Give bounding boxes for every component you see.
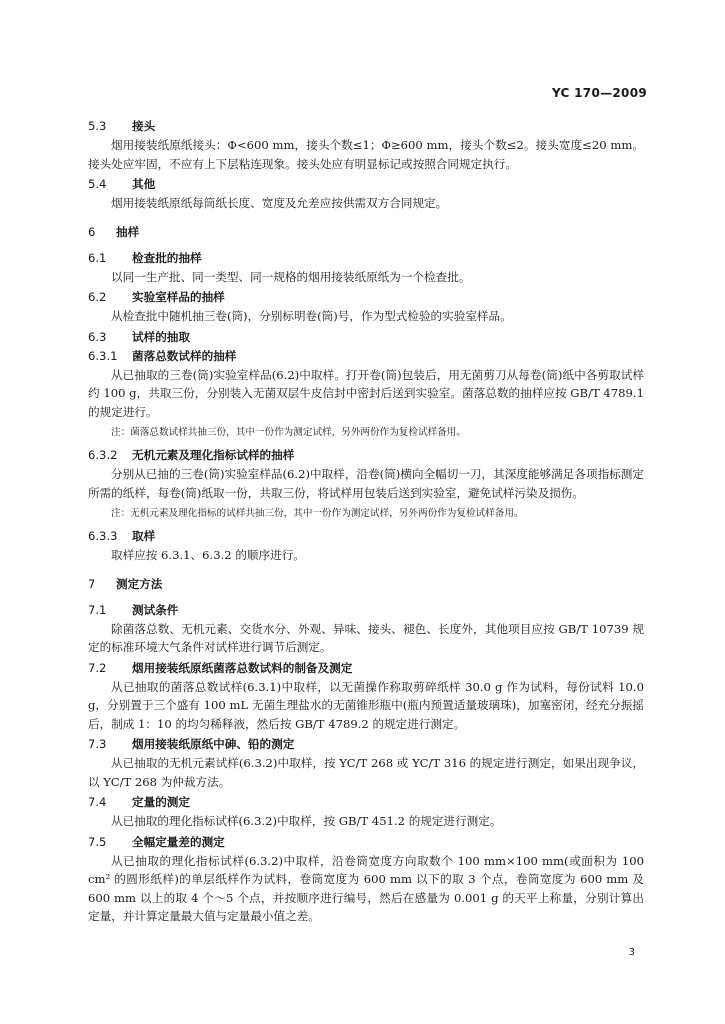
section-heading <box>88 735 644 753</box>
section-title: 菌落总数试样的抽样 <box>132 348 237 363</box>
paragraph: 从检查批中随机抽三卷(筒)，分别标明卷(筒)号，作为型式检验的实验室样品。 <box>111 309 512 323</box>
section-title: 烟用接装纸原纸菌落总数试料的制备及测定 <box>132 660 353 675</box>
section-heading <box>88 223 644 241</box>
section-number: 6.3.2 <box>88 448 118 462</box>
paragraph: 以同一生产批、同一类型、同一规格的烟用接装纸原纸为一个检查批。 <box>111 269 471 284</box>
section-title: 接头 <box>132 119 156 133</box>
section-heading <box>88 527 644 545</box>
section-number: 6.2 <box>88 290 107 304</box>
paragraph: 取样应按 6.3.1、6.3.2 的顺序进行。 <box>111 548 305 562</box>
standard-code: YC 170—2009 <box>552 86 647 100</box>
section-number: 7.1 <box>88 602 107 617</box>
section-title: 实验室样品的抽样 <box>132 290 225 304</box>
section-number: 7 <box>88 576 96 591</box>
paragraph: 从已抽取的理化指标试样(6.3.2)中取样，按 GB/T 451.2 的规定进行测定。 <box>111 814 502 828</box>
section-heading <box>88 175 644 193</box>
section-number: 6 <box>88 224 96 239</box>
paragraph: 分别从已抽的三卷(筒)实验室样品(6.2)中取样，沿卷(筒)横向全幅切一刀，其深度能够满足各项指标测定所需的纸样，每卷(筒)纸取一份，共取三份，将试样用包装后送到实验室，避免试样污染及损伤。 <box>88 467 644 500</box>
section-title: 试样的抽取 <box>132 329 190 344</box>
section-title: 测试条件 <box>132 602 179 617</box>
section-number: 6.3 <box>88 329 107 344</box>
section-number: 6.3.1 <box>88 348 118 363</box>
section-heading <box>88 347 644 365</box>
section-title: 定量的测定 <box>132 795 190 809</box>
section-heading <box>88 249 644 267</box>
section-heading <box>88 793 644 811</box>
section-number: 7.3 <box>88 737 107 751</box>
page-number: 3 <box>628 947 635 958</box>
section-heading <box>88 601 644 619</box>
paragraph: 除菌落总数、无机元素、交货水分、外观、异味、接头、褪色、长度外，其他项目应按 GB/T 10739 规定的标准环境大气条件对试样进行调节后测定。 <box>88 621 644 654</box>
section-title: 检查批的抽样 <box>132 250 202 265</box>
section-title: 抽样 <box>116 224 140 239</box>
section-number: 7.2 <box>88 660 107 675</box>
section-title: 无机元素及理化指标试样的抽样 <box>132 448 295 462</box>
section-title: 取样 <box>132 529 156 543</box>
section-heading <box>88 833 644 851</box>
section-number: 7.4 <box>88 795 107 809</box>
section-title: 其他 <box>132 177 156 191</box>
section-heading <box>88 288 644 306</box>
note-text: 注：无机元素及理化指标的试样共抽三份，其中一份作为测定试样，另外两份作为复检试样备用。 <box>111 508 524 519</box>
section-number: 5.4 <box>88 177 107 191</box>
paragraph: 从已抽取的理化指标试样(6.3.2)中取样，沿卷筒宽度方向取数个 100 mm×100 mm(或面积为 100 cm² 的圆形纸样)的单层纸样作为试料，卷筒宽度为 600 mm 以下的取 3 个点，卷筒宽度为 600 mm 及 600 mm 以上的取 4 个～5 个点，并按顺序进行编号，然后在感量为 0.001 g 的天平上称量，分别计算出定量，并计算定量最大值与定量最小值之差。 <box>88 853 644 923</box>
section-title: 烟用接装纸原纸中砷、铅的测定 <box>132 737 295 751</box>
paragraph: 烟用接装纸原纸接头：Φ<600 mm，接头个数≤1；Φ≥600 mm，接头个数≤2。接头宽度≤20 mm。接头处应牢固，不应有上下层粘连现象。接头处应有明显标记或按照合同规定执行。 <box>88 138 644 171</box>
section-heading <box>88 117 644 135</box>
section-number: 5.3 <box>88 119 107 133</box>
paragraph: 从已抽取的菌落总数试样(6.3.1)中取样，以无菌操作称取剪碎纸样 30.0 g 作为试料，每份试料 10.0 g，分别置于三个盛有 100 mL 无菌生理盐水的无菌锥形瓶中(瓶内预置适量玻璃珠)，加塞密闭，经充分振摇后，制成 1：10 的均匀稀释液，然后按 GB/T 4789.2 的规定进行测定。 <box>88 679 644 731</box>
section-heading <box>88 575 644 593</box>
section-number: 6.1 <box>88 250 107 265</box>
section-heading <box>88 446 644 464</box>
paragraph: 从已抽取的三卷(筒)实验室样品(6.2)中取样。打开卷(筒)包装后，用无菌剪刀从每卷(筒)纸中各剪取试样约 100 g，共取三份，分别装入无菌双层牛皮信封中密封后送到实验室。菌落总数的抽样应按 GB/T 4789.1 的规定进行。 <box>88 367 644 419</box>
section-title: 测定方法 <box>116 576 163 591</box>
document-body <box>88 116 644 928</box>
section-heading <box>88 659 644 677</box>
section-heading <box>88 328 644 346</box>
paragraph: 烟用接装纸原纸每筒纸长度、宽度及允差应按供需双方合同规定。 <box>111 196 448 210</box>
paragraph: 从已抽取的无机元素试样(6.3.2)中取样，按 YC/T 268 或 YC/T 316 的规定进行测定，如果出现争议，以 YC/T 268 为仲裁方法。 <box>88 756 644 789</box>
section-number: 6.3.3 <box>88 529 118 543</box>
section-number: 7.5 <box>88 834 107 849</box>
note-text: 注：菌落总数试样共抽三份，其中一份作为测定试样，另外两份作为复检试样备用。 <box>111 427 466 438</box>
section-title: 全幅定量差的测定 <box>132 834 225 849</box>
